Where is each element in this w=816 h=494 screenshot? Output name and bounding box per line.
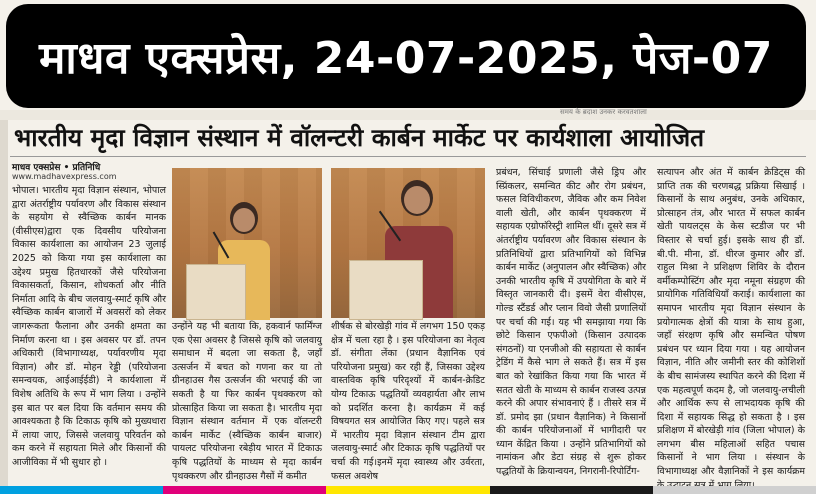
print-mark-black — [490, 486, 653, 494]
article-column-1: भोपाल। भारतीय मृदा विज्ञान संस्थान, भोपाल द्वारा अंतर्राष्ट्रीय पर्यावरण और विकास संस्थान के सहयोग से स्वैच्छिक कार्बन मानक (वीसीएस)द्वारा एक दिवसीय परियोजना विकास कार्यशाला का आयोजन 23 जुलाई 2025 को किया गया इस कार्यशाला का उद्देश्य प्रमुख हितधारकों जैसे परियोजना विकासकर्ता, किसान, शोधकर्ता और नीति निर्माता आदि के बीच जलवायु-स्मार्ट कृषि और स्वैच्छिक कार्बन बाजारों में अवसरों को लेकर जागरूकता फैलाना और उनकी क्षमता का निर्माण करना था । इस अवसर पर डॉ. तपन अधिकारी (विभागाध्यक्ष, पर्यावरणीय मृदा विज्ञान) और डॉ. मोहन रेड्डी (परियोजना समन्वयक, आईआईईडी) ने कार्यशाला में विशेष अतिथि के रूप में भाग लिया । उन्होंने इस बात पर बल दिया कि वर्तमान समय की आवश्यकता है कि टिकाऊ कृषि को मुख्यधारा में लाया जाए, जिससे जलवायु परिवर्तन को कम करने में सहायता मिले और किसानों की आजीविका में भी सुधार हो । — [12, 185, 166, 468]
article-column-5: सत्यापन और अंत में कार्बन क्रेडिट्स की प्राप्ति तक की चरणबद्ध प्रक्रिया सिखाई । किसानों के साथ अनुबंध, उनके अधिकार, प्रोत्साहन तंत्र, और भारत में सफल कार्बन खेती पायलट्स के केस स्टडीज पर भी विस्तार से चर्चा हुई। इसके साथ ही डॉ. बी.पी. मीना, डॉ. धीरज कुमार और डॉ. राहुल मिश्रा ने प्रशिक्षण शिविर के दौरान वर्मीकम्पोस्टिंग और मृदा नमूना संग्रहण की प्रायोगिक गतिविधियाँ कराई। कार्यशाला का समापन भारतीय मृदा विज्ञान संस्थान के प्रयोगात्मक क्षेत्रों की यात्रा के साथ हुआ, जहाँ संरक्षण कृषि और समन्वित पोषण प्रबंधन पर ध्यान दिया गया । यह आयोजन विज्ञान, नीति और जमीनी स्तर की कोशिशों के बीच सामंजस्य स्थापित करने की दिशा में एक महत्वपूर्ण कदम है, जो जलवायु-लचीली और आर्थिक रूप से लाभदायक कृषि की दिशा में सहायक सिद्ध हो सकता है । इस प्रशिक्षण में बोरखेड़ी गांव (जिला भोपाल) के लगभग बीस महिलाओं सहित पचास किसानों ने भाग लिया । संस्थान के विभागाध्यक्ष और वैज्ञानिकों ने इस कार्यक्रम — [657, 167, 805, 478]
article-column-2: उन्होंने यह भी बताया कि, हकवार्न फार्मिंग्ज एक ऐसा अवसर है जिससे कृषि को जलवायु समाधान में बदला जा सकता है, जहाँ उत्सर्जन में बचत को गणना कर या तो ग्रीनहाउस गैस उत्सर्जन की भरपाई की जा सकती है या फिर कार्बन पृथक्करण को प्रोत्साहित किया जा सकता है। भारतीय मृदा विज्ञान संस्थान वर्तमान में एक वॉलन्टरी कार्बन मार्केट (स्वैच्छिक कार्बन बाजार) पायलट परियोजना रबेड़ीय भारत में टिकाऊ कृषि पद्धतियों के माध्यम से मृदा कार्बन पृथक्करण और ग्रीनहाउस गैसों में कमीत — [172, 321, 322, 482]
publisher-website: www.madhavexpress.com — [12, 172, 117, 181]
top-cut-strip — [0, 110, 816, 120]
article-column-4: प्रबंधन, सिंचाई प्रणाली जैसे ड्रिप और स्प्रिंकलर, समन्वित कीट और रोग प्रबंधन, फसल विविधीकरण, जैविक और कम निवेश वाली खेती, और कार्बन पृथक्करण में सहायक एग्रोफॉरेस्ट्री शामिल थीं। दूसरे सत्र में अंतर्राष्ट्रीय पर्यावरण और विकास संस्थान के प्रतिनिधियों द्वारा प्रतिभागियों को विभिन्न कार्बन मार्केट (अनुपालन और स्वैच्छिक) और उनकी भारतीय कृषि में उपयोगिता के बारे में विस्तृत जानकारी दी। इसमें वेरा वीसीएस, गोल्ड स्टैंडर्ड और प्लान विवो जैसी प्रणालियों पर चर्चा की गई। यह भी समझाया गया कि छोटे किसान एफपीओ (किसान उत्पादक संगठनों) या एनजीओ की सहायता से कार्बन ट्रेडिंग में कैसे भाग ले सकते हैं। सत्र में इस बात को रेखांकित किया गया कि भारत में सतत खेती के माध्यम से कार्बन राजस्व उत्पन्न करने की अपार संभावनाएं हैं । तीसरे सत्र में डॉ. प्रमोद झा (प्रधान वैज्ञानिक) ने किसानों की कार्बन परियोजनाओं में भागीदारी पर ध्यान केंद्रित किया । उन्होंने प्रतिभागियों को नामांकन और डेटा संग्रह से शुरू होकर पद्धतियों के क्रियान्वयन, निगरानी-रिपोर्टिंग- — [496, 167, 646, 478]
print-mark-cyan — [0, 486, 163, 494]
headline-rule — [10, 156, 806, 157]
print-mark-magenta — [163, 486, 326, 494]
top-cut-text: समय के ब्रदाश उनकर करवतशाला — [560, 108, 647, 116]
date-page-banner — [6, 4, 806, 108]
print-mark-yellow — [326, 486, 489, 494]
banner-text: माधव एक्सप्रेस, 24-07-2025, पेज-07 — [39, 33, 773, 84]
article-column-3: शीर्षक से बोरखेड़ी गांव में लगभग 150 एकड़ क्षेत्र में चला रहा है । इस परियोजना का नेतृत्व डॉ. संगीता लेंका (प्रधान वैज्ञानिक एवं परियोजना प्रमुख) कर रही हैं, जिसका उद्देश्य वास्तविक कृषि परिदृश्यों में कार्बन-क्रेडिट योग्य टिकाऊ पद्धतियों व्यवहार्यता और लाभ को प्रदर्शित करना है। कार्यक्रम में कई विषयगत सत्र आयोजित किए गए। पहले सत्र में भारतीय मृदा विज्ञान संस्थान टीम द्वारा जलवायु-स्मार्ट और टिकाऊ कृषि पद्धतियों पर चर्चा की गई।इनमें मृदा स्वास्थ्य और उर्वरता, फसल अवशेष — [331, 321, 485, 482]
page-edge — [0, 120, 8, 486]
photo-woman-speaker — [172, 168, 322, 318]
article-headline: भारतीय मृदा विज्ञान संस्थान में वॉलन्टरी कार्बन मार्केट पर कार्यशाला आयोजित — [14, 123, 705, 152]
photo-man-speaker — [331, 168, 485, 318]
article-byline: माधव एक्सप्रेस • प्रतिनिधि — [12, 163, 101, 173]
print-color-marks — [0, 486, 816, 494]
print-mark-gray — [653, 486, 816, 494]
